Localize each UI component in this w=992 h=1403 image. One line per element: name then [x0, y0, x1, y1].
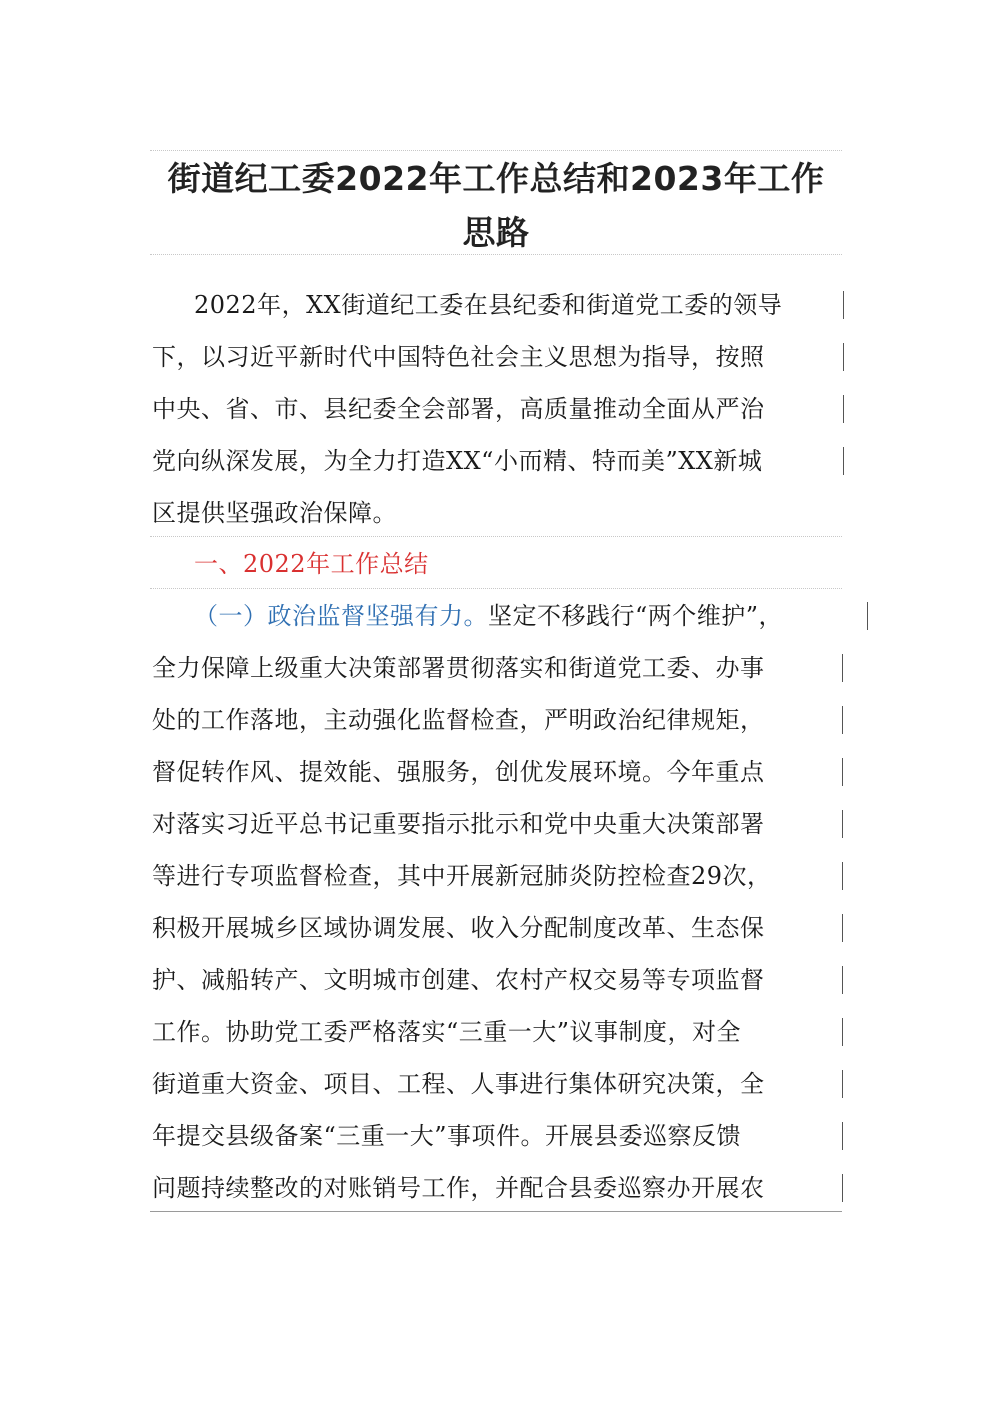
subsection-line-10: 街道重大资金、项目、工程、人事进行集体研究决策，全 [152, 1058, 842, 1110]
intro-line-3: 中央、省、市、县纪委全会部署，高质量推动全面从严治 [152, 383, 842, 435]
intro-line-5: 区提供坚强政治保障。 [152, 499, 397, 527]
subsection-line-12: 问题持续整改的对账销号工作，并配合县委巡察办开展农 [152, 1162, 842, 1214]
section-heading: 一、2022年工作总结 [194, 550, 429, 578]
title-line-2: 思路 [462, 213, 530, 252]
subsection-line-3: 处的工作落地，主动强化监督检查，严明政治纪律规矩， [152, 694, 842, 746]
intro-line-2: 下，以习近平新时代中国特色社会主义思想为指导，按照 [152, 331, 842, 383]
intro-line-1: 2022年，XX街道纪工委在县纪委和街道党工委的领导 [152, 279, 842, 331]
subsection-line-2: 全力保障上级重大决策部署贯彻落实和街道党工委、办事 [152, 642, 842, 694]
subsection-heading: （一）政治监督坚强有力。 [194, 602, 488, 630]
subsection-line-9: 工作。协助党工委严格落实“三重一大”议事制度，对全 [152, 1006, 842, 1058]
document-title [150, 152, 842, 260]
subsection-line-11: 年提交县级备案“三重一大”事项件。开展县委巡察反馈 [152, 1110, 842, 1162]
subsection-line-1 [152, 590, 842, 642]
intro-line-4: 党向纵深发展，为全力打造XX“小而精、特而美”XX新城 [152, 435, 842, 487]
subsection-line-7: 积极开展城乡区域协调发展、收入分配制度改革、生态保 [152, 902, 842, 954]
intro-divider [150, 536, 842, 537]
intro-paragraph [152, 279, 842, 539]
section-divider [150, 588, 842, 589]
subsection-line-6: 等进行专项监督检查，其中开展新冠肺炎防控检查29次， [152, 850, 842, 902]
title-line-1: 街道纪工委2022年工作总结和2023年工作 [167, 159, 825, 198]
title-divider [150, 254, 842, 255]
bottom-divider [150, 1211, 842, 1212]
subsection-paragraph [152, 590, 842, 1214]
subsection-line-8: 护、减船转产、文明城市创建、农村产权交易等专项监督 [152, 954, 842, 1006]
subsection-line-5: 对落实习近平总书记重要指示批示和党中央重大决策部署 [152, 798, 842, 850]
header-divider [150, 150, 842, 151]
subsection-line-1-rest: 坚定不移践行“两个维护”， [488, 602, 784, 630]
subsection-line-4: 督促转作风、提效能、强服务，创优发展环境。今年重点 [152, 746, 842, 798]
